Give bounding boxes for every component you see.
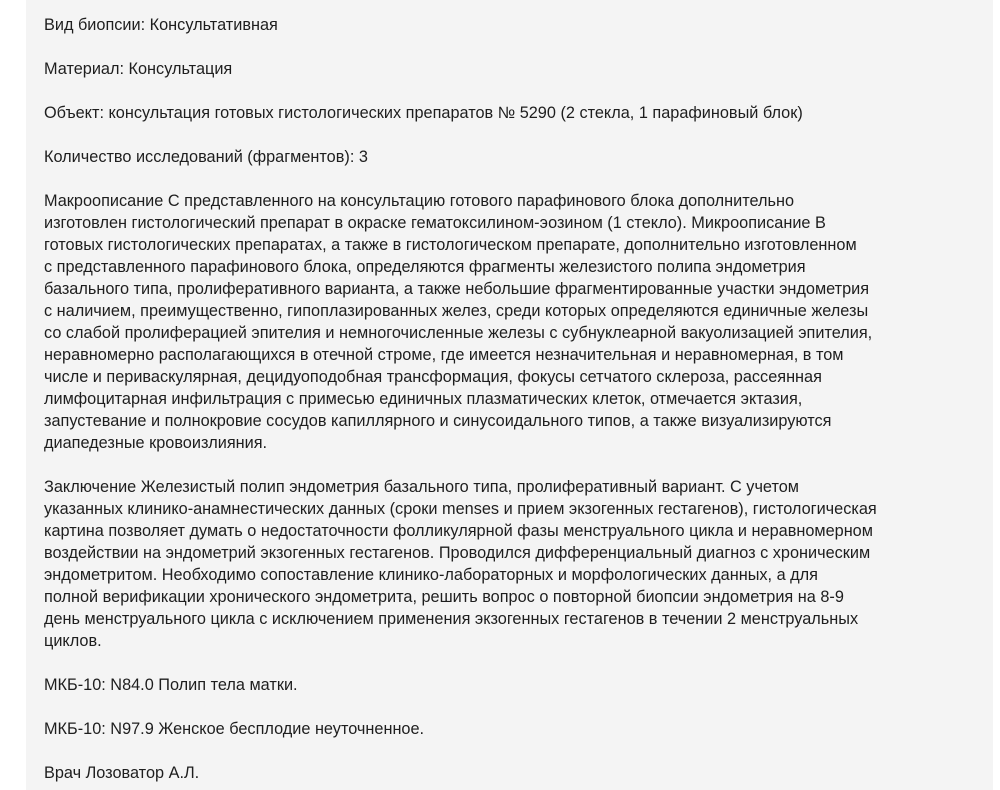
conclusion-line: указанных клинико-анамнестических данных (сроки menses и прием экзогенных гестагенов), гистологическая <box>44 500 877 518</box>
conclusion-line: эндометритом. Необходимо сопоставление клинико-лабораторных и морфологических данных, а для <box>44 566 818 584</box>
biopsy-type: Вид биопсии: Консультативная <box>44 16 278 34</box>
description-line: диапедезные кровоизлияния. <box>44 434 268 452</box>
description-line: со слабой пролиферацией эпителия и немногочисленные железы с субнуклеарной вакуолизацией эпителия, <box>44 324 873 342</box>
conclusion-line: картина позволяет думать о недостаточности фолликулярной фазы менструального цикла и неравномерном <box>44 522 873 540</box>
object: Объект: консультация готовых гистологических препаратов № 5290 (2 стекла, 1 парафиновый блок) <box>44 104 803 122</box>
conclusion-line: циклов. <box>44 632 102 650</box>
material: Материал: Консультация <box>44 60 233 78</box>
description-block <box>44 190 975 454</box>
description-line: числе и периваскулярная, децидуоподобная трансформация, фокусы сетчатого склероза, рассеянная <box>44 368 822 386</box>
conclusion-line: полной верификации хронического эндометрита, решить вопрос о повторной биопсии эндометрия на 8-9 <box>44 588 844 606</box>
conclusion-block <box>44 476 975 652</box>
fragments-count: Количество исследований (фрагментов): 3 <box>44 148 368 166</box>
biopsy-report-panel <box>26 0 993 790</box>
description-line: изготовлен гистологический препарат в окраске гематоксилином-эозином (1 стекло). Микроописание В <box>44 214 826 232</box>
description-line: неравномерно располагающихся в отечной строме, где имеется незначительная и неравномерная, в том <box>44 346 844 364</box>
doctor-signature: Врач Лозоватор А.Л. <box>44 764 200 782</box>
description-line: с представленного парафинового блока, определяются фрагменты железистого полипа эндометрия <box>44 258 806 276</box>
description-line: лимфоцитарная инфильтрация с примесью единичных плазматических клеток, отмечается эктазия, <box>44 390 803 408</box>
conclusion-line: воздействии на эндометрий экзогенных гестагенов. Проводился дифференциальный диагноз с хроническим <box>44 544 871 562</box>
icd-code-infertility: МКБ-10: N97.9 Женское бесплодие неуточненное. <box>44 720 425 738</box>
conclusion-line: Заключение Железистый полип эндометрия базального типа, пролиферативный вариант. С учетом <box>44 478 799 496</box>
description-line: запустевание и полнокровие сосудов капиллярного и синусоидального типов, а также визуализируются <box>44 412 832 430</box>
description-line: базального типа, пролиферативного варианта, а также небольшие фрагментированные участки эндометрия <box>44 280 870 298</box>
conclusion-line: день менструального цикла с исключением применения экзогенных гестагенов в течении 2 менструальных <box>44 610 859 628</box>
description-line: Макроописание С представленного на консультацию готового парафинового блока дополнительно <box>44 192 795 210</box>
description-line: готовых гистологических препаратах, а также в гистологическом препарате, дополнительно изготовленном <box>44 236 857 254</box>
description-line: с наличием, преимущественно, гипоплазированных желез, среди которых определяются единичные железы <box>44 302 869 320</box>
icd-code-polyp: МКБ-10: N84.0 Полип тела матки. <box>44 676 298 694</box>
